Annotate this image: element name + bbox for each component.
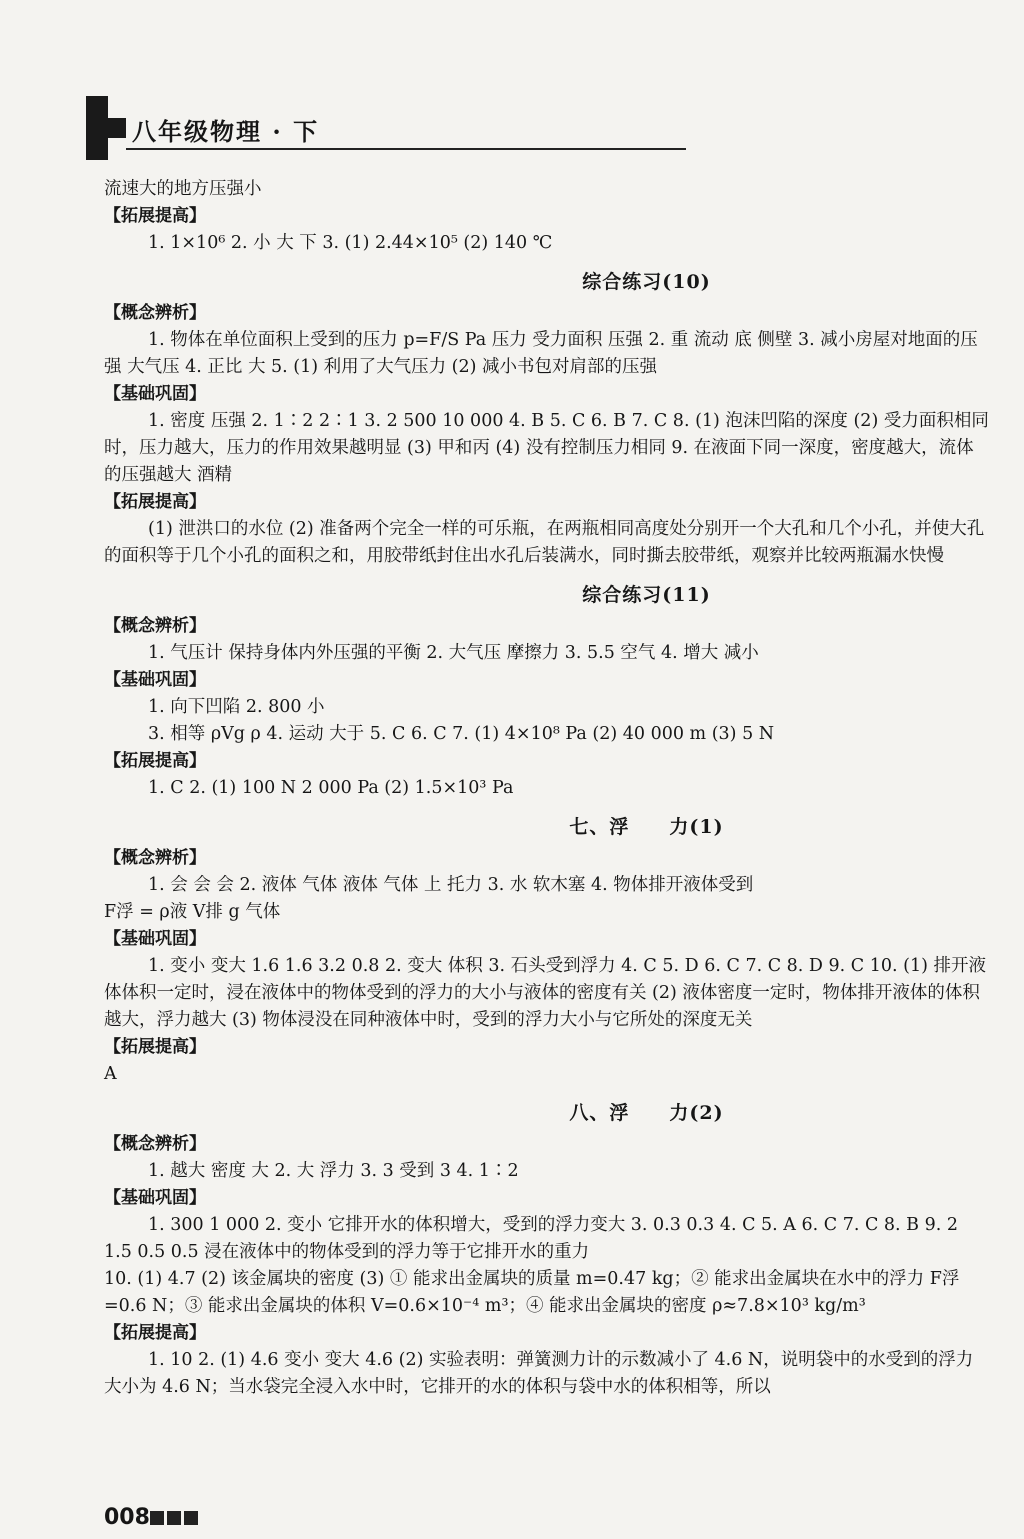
section-tag: 【概念辨析】 bbox=[104, 848, 206, 868]
header-decoration-block bbox=[108, 118, 126, 138]
answer-paragraph: 1. 300 1 000 2. 变小 它排开水的体积增大，受到的浮力变大 3. 0.3 0.3 4. C 5. A 6. C 7. C 8. B 9. 2 1.5 0.5 0.5 浸在液体中的物体受到的浮力等于它排开水的重力 bbox=[104, 1215, 958, 1262]
section-tag: 【概念辨析】 bbox=[104, 1134, 206, 1154]
page-header bbox=[0, 0, 1024, 170]
answer-paragraph: 3. 相等 ρVg ρ 4. 运动 大于 5. C 6. C 7. (1) 4×10⁸ Pa (2) 40 000 m (3) 5 N bbox=[148, 724, 775, 744]
answer-paragraph: 1. 物体在单位面积上受到的压力 p=F/S Pa 压力 受力面积 压强 2. 重 流动 底 侧壁 3. 减小房屋对地面的压强 大气压 4. 正比 大 5. (1) 利用了大气压力 (2) 减小书包对肩部的压强 bbox=[104, 330, 978, 377]
answer-paragraph: 1. 会 会 会 2. 液体 气体 液体 气体 上 托力 3. 水 软木塞 4. 物体排开液体受到 bbox=[148, 875, 754, 895]
section-title: 综合练习(10) bbox=[582, 271, 711, 293]
header-rule bbox=[126, 148, 686, 150]
answer-paragraph: 1. 10 2. (1) 4.6 变小 变大 4.6 (2) 实验表明：弹簧测力计的示数减小了 4.6 N，说明袋中的水受到的浮力大小为 4.6 N；当水袋完全浸入水中时，它排开的水的体积与袋中水的体积相等，所以 bbox=[104, 1350, 974, 1397]
section-tag: 【拓展提高】 bbox=[104, 751, 206, 771]
answer-paragraph: 10. (1) 4.7 (2) 该金属块的密度 (3) ① 能求出金属块的质量 m=0.47 kg；② 能求出金属块在水中的浮力 F浮 =0.6 N；③ 能求出金属块的体积 V=0.6×10⁻⁴ m³；④ 能求出金属块的密度 ρ≈7.8×10³ kg/m³ bbox=[104, 1269, 960, 1316]
section-tag: 【拓展提高】 bbox=[104, 492, 206, 512]
answer-paragraph: 1. 1×10⁶ 2. 小 大 下 3. (1) 2.44×10⁵ (2) 140 ℃ bbox=[148, 233, 553, 253]
answer-paragraph: 1. 变小 变大 1.6 1.6 3.2 0.8 2. 变大 体积 3. 石头受到浮力 4. C 5. D 6. C 7. C 8. D 9. C 10. (1) 排开液体体积一定时，浸在液体中的物体受到的浮力的大小与液体的密度有关 (2) 液体密度一定时，物体排开液体的体积越大，浮力越大 (3) 物体浸没在同种液体中时，受到的浮力大小与它所处的深度无关 bbox=[104, 956, 986, 1030]
answer-paragraph: (1) 泄洪口的水位 (2) 准备两个完全一样的可乐瓶，在两瓶相同高度处分别开一个大孔和几个小孔，并使大孔的面积等于几个小孔的面积之和，用胶带纸封住出水孔后装满水，同时撕去胶带纸，观察并比较两瓶漏水快慢 bbox=[104, 519, 985, 566]
footer-decoration bbox=[150, 1510, 201, 1529]
header-decoration-bar bbox=[86, 96, 108, 160]
section-title: 综合练习(11) bbox=[582, 584, 711, 606]
answer-paragraph: 1. C 2. (1) 100 N 2 000 Pa (2) 1.5×10³ Pa bbox=[148, 778, 514, 798]
section-tag: 【基础巩固】 bbox=[104, 929, 206, 949]
answer-paragraph: 流速大的地方压强小 bbox=[104, 179, 262, 199]
section-tag: 【拓展提高】 bbox=[104, 1323, 206, 1343]
section-tag: 【基础巩固】 bbox=[104, 384, 206, 404]
answer-paragraph: A bbox=[104, 1064, 117, 1084]
section-title: 八、浮 力(2) bbox=[569, 1102, 724, 1124]
page-number: 008 bbox=[104, 1505, 150, 1530]
section-tag: 【拓展提高】 bbox=[104, 1037, 206, 1057]
answer-content bbox=[104, 176, 989, 1401]
section-tag: 【基础巩固】 bbox=[104, 1188, 206, 1208]
header-title: 八年级物理 · 下 bbox=[132, 117, 320, 146]
section-title: 七、浮 力(1) bbox=[569, 816, 724, 838]
section-tag: 【基础巩固】 bbox=[104, 670, 206, 690]
answer-paragraph: 1. 向下凹陷 2. 800 小 bbox=[148, 697, 325, 717]
answer-paragraph: F浮 = ρ液 V排 g 气体 bbox=[104, 902, 281, 922]
section-tag: 【拓展提高】 bbox=[104, 206, 206, 226]
section-tag: 【概念辨析】 bbox=[104, 616, 206, 636]
answer-paragraph: 1. 气压计 保持身体内外压强的平衡 2. 大气压 摩擦力 3. 5.5 空气 4. 增大 减小 bbox=[148, 643, 759, 663]
answer-paragraph: 1. 越大 密度 大 2. 大 浮力 3. 3 受到 3 4. 1∶2 bbox=[148, 1161, 519, 1181]
section-tag: 【概念辨析】 bbox=[104, 303, 206, 323]
answer-paragraph: 1. 密度 压强 2. 1∶2 2∶1 3. 2 500 10 000 4. B 5. C 6. B 7. C 8. (1) 泡沫凹陷的深度 (2) 受力面积相同时，压力越大，压力的作用效果越明显 (3) 甲和丙 (4) 没有控制压力相同 9. 在液面下同一深度，密度越大，流体的压强越大 酒精 bbox=[104, 411, 989, 485]
